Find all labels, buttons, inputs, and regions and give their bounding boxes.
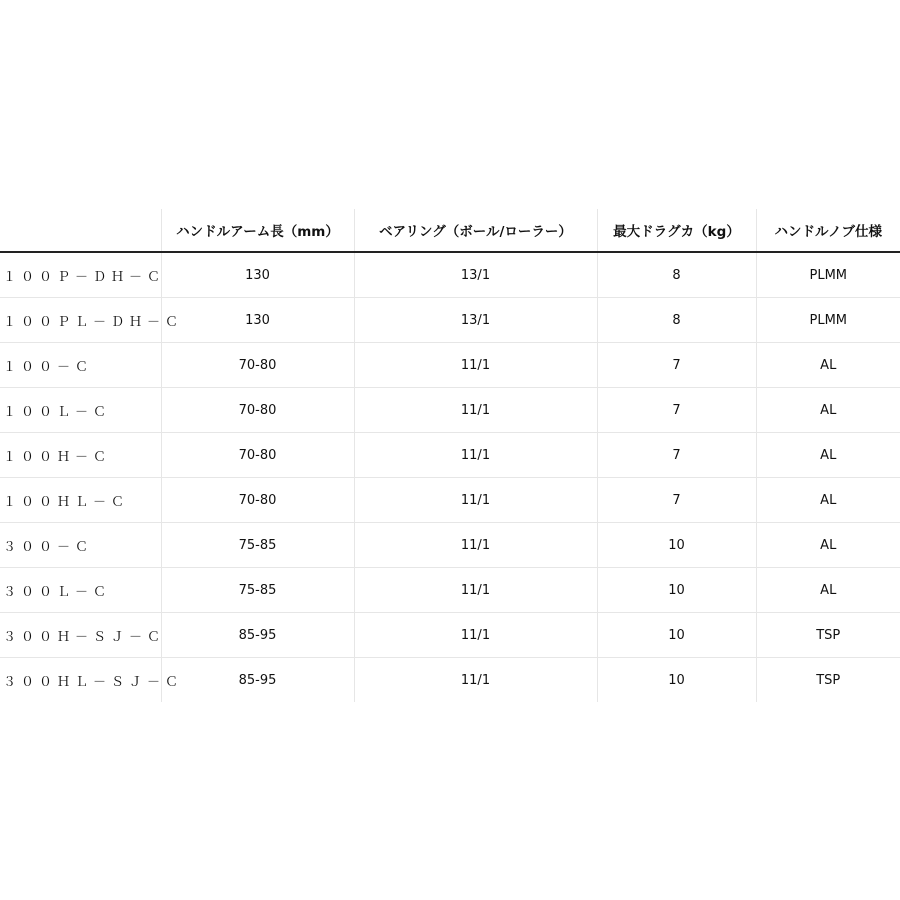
bearing-cell: 11/1 <box>354 478 597 523</box>
handle-arm-length-cell: 70-80 <box>161 433 354 478</box>
table-row <box>0 523 900 568</box>
handle-arm-length-cell: 130 <box>161 298 354 343</box>
bearing-cell: 11/1 <box>354 433 597 478</box>
handle-knob-cell: AL <box>756 568 900 613</box>
handle-arm-length-cell: 70-80 <box>161 343 354 388</box>
header-handle-arm-length: ハンドルアーム長（mm） <box>161 209 354 252</box>
handle-knob-cell: PLMM <box>756 252 900 298</box>
max-drag-cell: 8 <box>597 298 756 343</box>
table-header-row <box>0 209 900 252</box>
model-cell: ３００Ｈ－ＳＪ－Ｃ <box>0 613 161 658</box>
handle-arm-length-cell: 70-80 <box>161 478 354 523</box>
handle-arm-length-cell: 85-95 <box>161 613 354 658</box>
bearing-cell: 11/1 <box>354 343 597 388</box>
table-row <box>0 478 900 523</box>
handle-arm-length-cell: 70-80 <box>161 388 354 433</box>
max-drag-cell: 10 <box>597 523 756 568</box>
table-row <box>0 568 900 613</box>
handle-knob-cell: AL <box>756 478 900 523</box>
handle-knob-cell: AL <box>756 523 900 568</box>
table-row <box>0 433 900 478</box>
handle-knob-cell: TSP <box>816 672 841 688</box>
table-row <box>0 252 900 298</box>
table-row <box>0 343 900 388</box>
handle-knob-cell: AL <box>756 433 900 478</box>
header-model <box>0 209 161 252</box>
max-drag-cell: 10 <box>597 568 756 613</box>
max-drag-cell: 7 <box>597 478 756 523</box>
table-row <box>0 298 900 343</box>
max-drag-cell: 7 <box>597 343 756 388</box>
table-row <box>0 613 900 658</box>
header-bearing: ベアリング（ボール/ローラー） <box>354 209 597 252</box>
handle-knob-cell: TSP <box>756 613 900 658</box>
handle-arm-length-cell: 75-85 <box>161 523 354 568</box>
bearing-cell: 11/1 <box>354 568 597 613</box>
max-drag-cell: 7 <box>597 388 756 433</box>
model-cell: ３００ＨＬ－ＳＪ－Ｃ <box>0 658 161 703</box>
model-cell: １００Ｈ－Ｃ <box>0 433 161 478</box>
bearing-cell: 13/1 <box>354 298 597 343</box>
max-drag-cell: 7 <box>597 433 756 478</box>
table-row <box>0 658 900 703</box>
header-handle-knob: ハンドルノブ仕様 <box>756 209 900 252</box>
handle-arm-length-cell: 130 <box>161 252 354 298</box>
table-row <box>0 388 900 433</box>
model-cell: １００ＨＬ－Ｃ <box>0 478 161 523</box>
handle-knob-cell: AL <box>756 388 900 433</box>
model-cell: １００ＰＬ－ＤＨ－Ｃ <box>0 298 161 343</box>
bearing-cell: 11/1 <box>354 388 597 433</box>
model-cell: １００Ｐ－ＤＨ－Ｃ <box>0 252 161 298</box>
max-drag-cell: 8 <box>597 252 756 298</box>
spec-table <box>0 209 900 702</box>
bearing-cell: 13/1 <box>354 252 597 298</box>
bearing-cell: 11/1 <box>354 658 597 703</box>
model-cell: ３００Ｌ－Ｃ <box>0 568 161 613</box>
bearing-cell: 11/1 <box>354 613 597 658</box>
model-cell: １００Ｌ－Ｃ <box>0 388 161 433</box>
handle-knob-cell: PLMM <box>756 298 900 343</box>
max-drag-cell: 10 <box>597 658 756 703</box>
handle-arm-length-cell: 75-85 <box>161 568 354 613</box>
model-cell: １００－Ｃ <box>0 343 161 388</box>
handle-knob-cell: AL <box>756 343 900 388</box>
model-cell: ３００－Ｃ <box>0 523 161 568</box>
header-max-drag: 最大ドラグカ（kg） <box>597 209 756 252</box>
handle-arm-length-cell: 85-95 <box>161 658 354 703</box>
max-drag-cell: 10 <box>597 613 756 658</box>
bearing-cell: 11/1 <box>354 523 597 568</box>
